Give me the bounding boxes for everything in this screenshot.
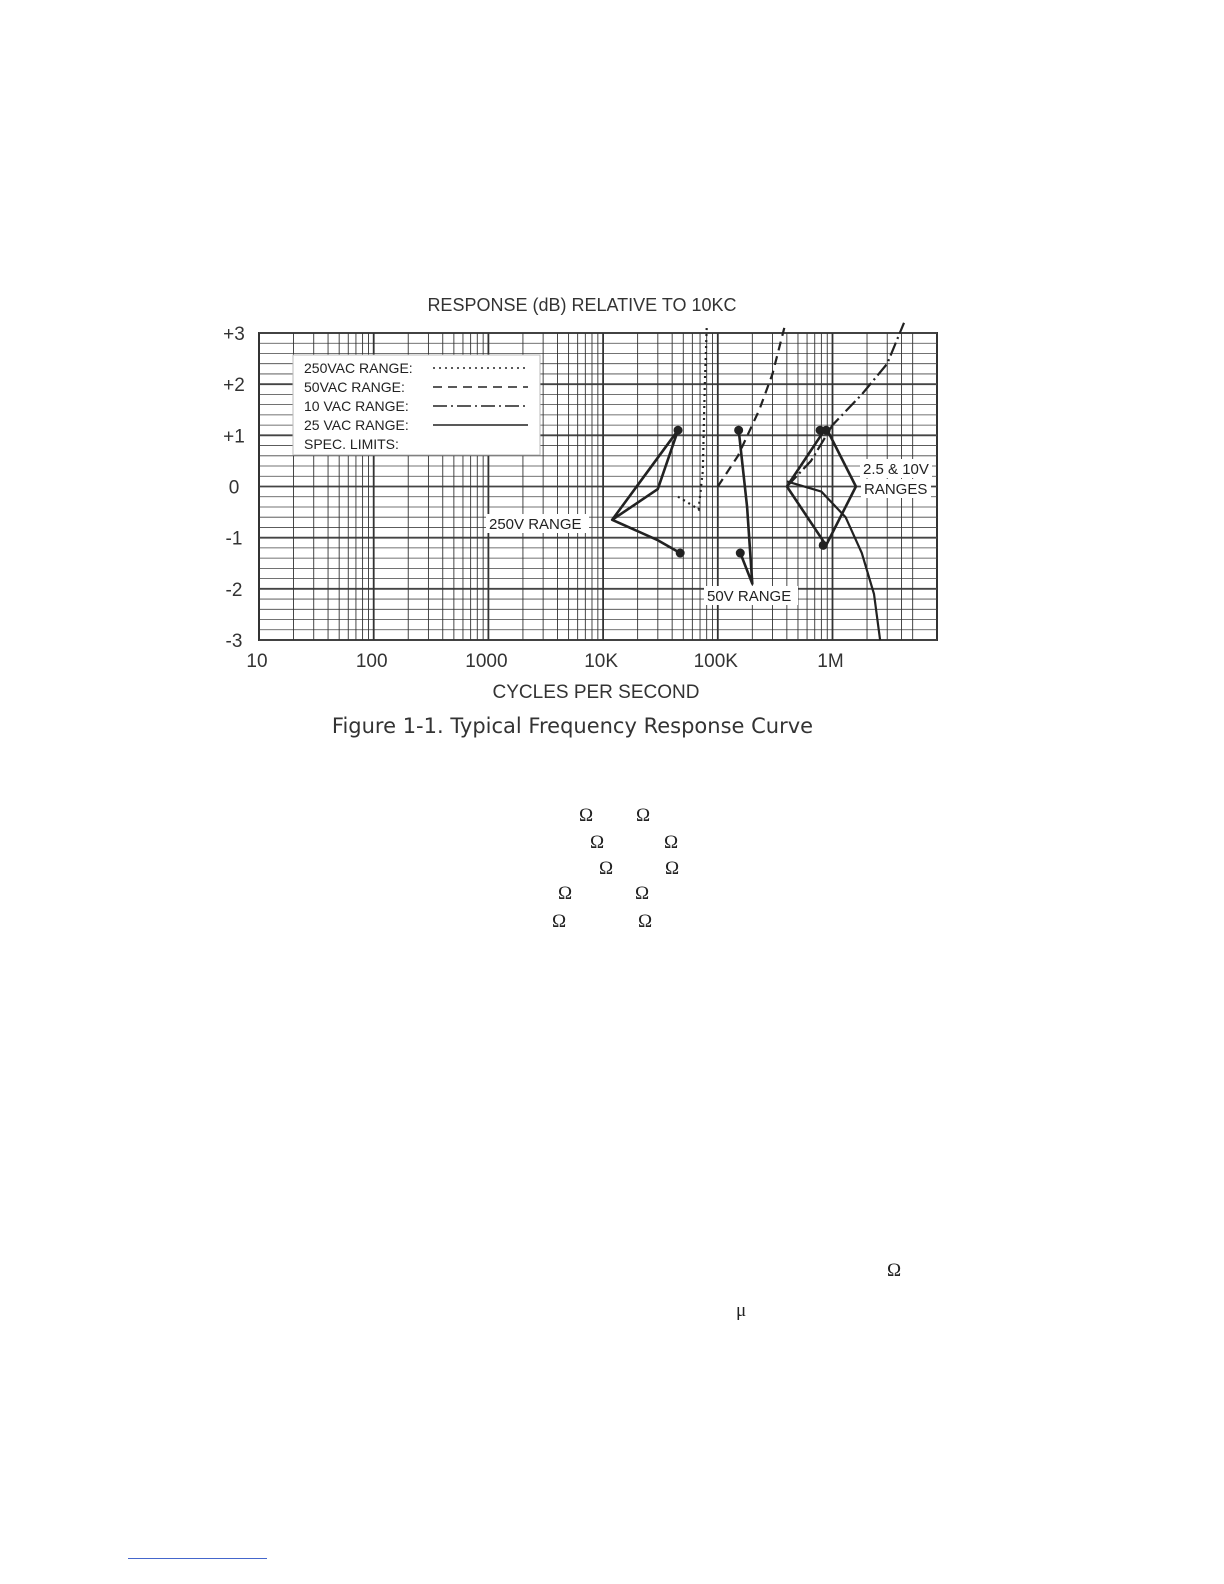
legend-label: 10 VAC RANGE: — [304, 398, 409, 414]
y-tick-label: +2 — [223, 375, 245, 397]
range-annotation: RANGES — [864, 481, 928, 498]
y-tick-label: -3 — [225, 631, 243, 652]
chart-title: RESPONSE (dB) RELATIVE TO 10KC — [427, 295, 737, 315]
chart-legend — [293, 355, 540, 455]
ohm-symbol: Ω — [552, 911, 567, 932]
range-annotation: 250V RANGE — [489, 516, 582, 533]
x-tick-label: 10 — [246, 651, 268, 672]
ohm-symbol: Ω — [665, 858, 680, 879]
ohm-symbol: Ω — [664, 832, 679, 853]
range-annotation: 50V RANGE — [707, 588, 792, 605]
limit-marker — [674, 426, 683, 435]
limit-marker — [822, 426, 831, 435]
ohm-symbol: Ω — [638, 911, 653, 932]
limit-marker — [736, 549, 745, 558]
micro-symbol: μ — [736, 1300, 747, 1321]
x-axis-label: CYCLES PER SECOND — [492, 682, 700, 703]
limit-marker — [734, 426, 743, 435]
legend-label: SPEC. LIMITS: — [304, 436, 399, 452]
figure-caption: Figure 1-1. Typical Frequency Response Curve — [331, 714, 814, 738]
legend-label: 50VAC RANGE: — [304, 379, 405, 395]
ohm-symbol: Ω — [579, 805, 594, 826]
x-tick-label: 100 — [355, 651, 388, 672]
y-tick-label: +3 — [223, 324, 245, 345]
y-tick-label: -1 — [225, 528, 243, 550]
legend-label: 25 VAC RANGE: — [304, 417, 409, 433]
y-tick-label: +1 — [223, 426, 245, 448]
ohm-symbol: Ω — [887, 1260, 902, 1281]
footnote-rule — [128, 1558, 267, 1559]
ohm-symbol: Ω — [599, 858, 614, 879]
ohm-symbol: Ω — [636, 805, 651, 826]
range-annotation: 2.5 & 10V — [863, 461, 929, 478]
legend-label: 250VAC RANGE: — [304, 360, 413, 376]
ohm-symbol: Ω — [635, 883, 650, 904]
y-tick-label: -2 — [225, 579, 243, 601]
x-tick-label: 1M — [817, 651, 844, 672]
x-tick-label: 100K — [693, 651, 738, 672]
limit-marker — [676, 549, 685, 558]
ohm-symbol: Ω — [590, 832, 605, 853]
x-tick-label: 10K — [584, 651, 619, 672]
y-tick-label: 0 — [228, 477, 240, 499]
limit-marker — [819, 541, 828, 550]
x-tick-label: 1000 — [465, 651, 508, 672]
ohm-symbol: Ω — [558, 883, 573, 904]
